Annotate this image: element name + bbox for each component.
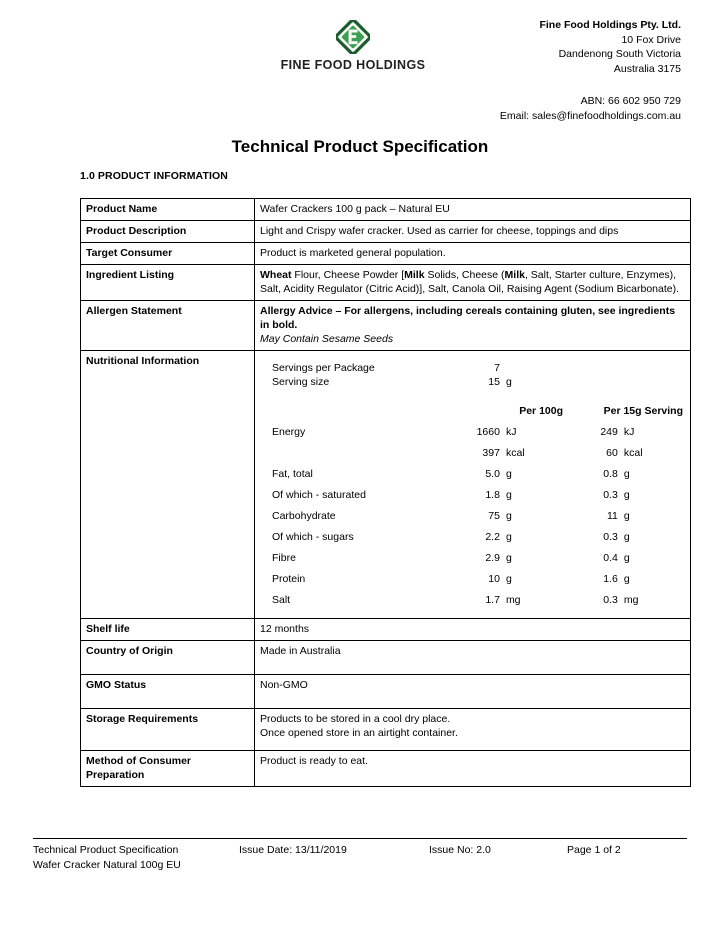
nutrition-row-unit-per-100g: g [505, 510, 512, 522]
nutrition-row-unit-per-100g: g [505, 573, 512, 585]
page-title: Technical Product Specification [231, 137, 489, 156]
nutrition-row-unit-per-100g: g [505, 531, 512, 543]
allergen-italic-line: May Contain Sesame Seeds [260, 333, 394, 345]
document-header [0, 18, 720, 128]
nutrition-row-value-per-100g: 2.2 [485, 531, 500, 543]
nutrition-row-label: Protein [272, 573, 306, 585]
nutrition-row-unit-per-serving: kJ [623, 426, 635, 438]
nutrition-row-label: Energy [272, 426, 306, 438]
company-address-block [539, 18, 681, 76]
nutrition-row-value-per-serving: 0.3 [603, 489, 618, 501]
nutrition-rows-body [260, 425, 685, 614]
nutrition-row-servings-per-package [260, 354, 685, 375]
nutrition-row-value-per-100g: 2.9 [485, 552, 500, 564]
nutrition-value-serving-size: 15 [488, 376, 500, 388]
product-specification-table [80, 198, 691, 787]
nutrition-spacer-row [260, 396, 685, 404]
footer-doc-line-1: Technical Product Specification [33, 844, 179, 856]
table-row-product-name [81, 199, 691, 221]
nutrition-value-blank-1 [565, 354, 618, 375]
nutrition-row-unit-per-serving: mg [623, 594, 639, 606]
nutrition-row-unit-per-serving: kcal [623, 447, 643, 459]
nutrition-row [260, 467, 685, 488]
nutrition-row-label: Fibre [272, 552, 296, 564]
storage-line-1: Products to be stored in a cool dry place. [260, 713, 451, 725]
fine-food-holdings-diamond-logo-icon [336, 20, 370, 54]
nutrition-row-value-per-100g: 75 [488, 510, 500, 522]
nutrition-row-value-per-100g: 1.8 [485, 489, 500, 501]
nutrition-spacer-cell [260, 396, 685, 404]
storage-line-2: Once opened store in an airtight container. [260, 727, 458, 739]
nutrition-label-serving-size: Serving size [272, 376, 330, 388]
row-value-gmo-status: Non-GMO [255, 675, 691, 709]
nutrition-unit-blank-3 [618, 375, 685, 396]
nutrition-row-unit-per-serving: g [623, 468, 630, 480]
nutrition-row-value-per-serving: 0.3 [603, 531, 618, 543]
nutrition-row-value-per-serving: 0.4 [603, 552, 618, 564]
row-label-shelf-life: Shelf life [81, 619, 255, 641]
allergen-bold-line: Allergy Advice – For allergens, including cereals containing gluten, see ingredients in bold. [260, 305, 676, 331]
nutrition-unit-blank-2 [618, 354, 685, 375]
nutrition-grid [260, 354, 685, 614]
nutrition-row-unit-per-serving: g [623, 531, 630, 543]
nutrition-row-value-per-serving: 0.3 [603, 594, 618, 606]
nutrition-value-blank-2 [565, 375, 618, 396]
row-label-product-name: Product Name [81, 199, 255, 221]
row-value-ingredient-listing: Wheat Flour, Cheese Powder [Milk Solids, Cheese (Milk, Salt, Starter culture, Enzymes), Salt, Acidity Regulator (Citric Acid)], Salt, Canola Oil, Raising Agent (Sodium Bicarbonate). [255, 265, 691, 301]
table-row-storage-requirements [81, 709, 691, 751]
nutrition-row-unit-per-100g: g [505, 489, 512, 501]
brand-wordmark: FINE FOOD HOLDINGS [280, 58, 426, 72]
footer-issue-date: Issue Date: 13/11/2019 [239, 844, 347, 856]
row-value-product-description: Light and Crispy wafer cracker. Used as carrier for cheese, toppings and dips [255, 221, 691, 243]
nutrition-row-label: Salt [272, 594, 291, 606]
company-address-line-2: Dandenong South Victoria [558, 48, 681, 61]
nutrition-label-servings-per-package: Servings per Package [272, 362, 375, 374]
row-value-storage-requirements [255, 709, 691, 751]
nutrition-row [260, 509, 685, 530]
nutrition-row [260, 488, 685, 509]
company-email: Email: sales@finefoodholdings.com.au [499, 109, 681, 122]
nutrition-row [260, 530, 685, 551]
nutrition-row [260, 593, 685, 614]
row-label-allergen-statement: Allergen Statement [81, 301, 255, 351]
nutrition-row-unit-per-serving: g [623, 552, 630, 564]
nutrition-header-blank [260, 404, 447, 425]
nutrition-row [260, 551, 685, 572]
nutrition-row-value-per-serving: 249 [600, 426, 618, 438]
nutrition-unit-serving-size: g [505, 376, 512, 388]
nutrition-row-unit-per-serving: g [623, 489, 630, 501]
footer-row-2 [33, 858, 687, 873]
row-label-gmo-status: GMO Status [81, 675, 255, 709]
row-value-target-consumer: Product is marketed general population. [255, 243, 691, 265]
row-label-storage-requirements: Storage Requirements [81, 709, 255, 751]
nutrition-row-unit-per-100g: g [505, 552, 512, 564]
footer-issue-no: Issue No: 2.0 [429, 844, 491, 856]
brand-block [258, 20, 448, 72]
row-label-product-description: Product Description [81, 221, 255, 243]
nutrition-header-per-serving: Per 15g Serving [603, 405, 683, 417]
nutrition-unit-blank-1 [500, 354, 565, 375]
table-row-shelf-life [81, 619, 691, 641]
nutrition-row-serving-size [260, 375, 685, 396]
company-address-line-1: 10 Fox Drive [621, 33, 681, 46]
footer-doc-line-2: Wafer Cracker Natural 100g EU [33, 859, 181, 871]
nutrition-row-label [260, 446, 447, 467]
row-value-shelf-life: 12 months [255, 619, 691, 641]
nutrition-row [260, 572, 685, 593]
method-label-line-1: Method of Consumer [86, 755, 191, 767]
row-label-method-of-consumer-preparation [81, 751, 255, 787]
method-label-line-2: Preparation [86, 769, 145, 781]
row-value-nutritional-information [255, 351, 691, 619]
nutrition-row-value-per-100g: 1.7 [485, 594, 500, 606]
footer-divider [33, 838, 687, 839]
row-value-country-of-origin: Made in Australia [255, 641, 691, 675]
table-row-nutritional-information [81, 351, 691, 619]
table-row-gmo-status [81, 675, 691, 709]
footer-page-number: Page 1 of 2 [567, 844, 621, 856]
nutrition-row-label: Of which - sugars [272, 531, 354, 543]
nutrition-row-label: Carbohydrate [272, 510, 336, 522]
nutrition-row-value-per-serving: 11 [606, 510, 618, 522]
nutrition-row-value-per-100g: 397 [482, 447, 500, 459]
nutrition-row-unit-per-100g: kcal [505, 447, 525, 459]
nutrition-row-label: Fat, total [272, 468, 313, 480]
row-value-product-name: Wafer Crackers 100 g pack – Natural EU [255, 199, 691, 221]
nutrition-row-unit-per-serving: g [623, 573, 630, 585]
nutrition-row-unit-per-100g: g [505, 468, 512, 480]
company-abn: ABN: 66 602 950 729 [580, 95, 681, 107]
table-row-target-consumer [81, 243, 691, 265]
company-name: Fine Food Holdings Pty. Ltd. [539, 19, 681, 31]
nutrition-row-value-per-serving: 0.8 [603, 468, 618, 480]
table-row-method-of-consumer-preparation [81, 751, 691, 787]
nutrition-row-label: Of which - saturated [272, 489, 366, 501]
nutrition-row-value-per-100g: 10 [488, 573, 500, 585]
nutrition-value-servings-per-package: 7 [494, 362, 500, 374]
row-label-nutritional-information: Nutritional Information [81, 351, 255, 619]
row-value-allergen-statement [255, 301, 691, 351]
row-label-target-consumer: Target Consumer [81, 243, 255, 265]
section-heading-product-information: 1.0 PRODUCT INFORMATION [80, 170, 228, 182]
nutrition-row [260, 425, 685, 446]
nutrition-row-value-per-serving: 1.6 [603, 573, 618, 585]
nutrition-row [260, 446, 685, 467]
document-footer [33, 843, 687, 873]
company-address-line-3: Australia 3175 [613, 62, 681, 75]
row-label-ingredient-listing: Ingredient Listing [81, 265, 255, 301]
table-row-product-description [81, 221, 691, 243]
nutrition-row-unit-per-serving: g [623, 510, 630, 522]
table-row-ingredient-listing [81, 265, 691, 301]
nutrition-row-unit-per-100g: kJ [505, 426, 517, 438]
nutrition-row-value-per-100g: 1660 [476, 426, 500, 438]
row-value-method-of-consumer-preparation: Product is ready to eat. [255, 751, 691, 787]
nutrition-header-per-100g: Per 100g [519, 405, 563, 417]
company-contact-block [500, 94, 681, 123]
table-row-allergen-statement [81, 301, 691, 351]
footer-row-1 [33, 843, 687, 858]
row-label-country-of-origin: Country of Origin [81, 641, 255, 675]
nutrition-row-value-per-serving: 60 [606, 447, 618, 459]
nutrition-header-row [260, 404, 685, 425]
nutrition-row-unit-per-100g: mg [505, 594, 521, 606]
nutrition-row-value-per-100g: 5.0 [485, 468, 500, 480]
table-row-country-of-origin [81, 641, 691, 675]
